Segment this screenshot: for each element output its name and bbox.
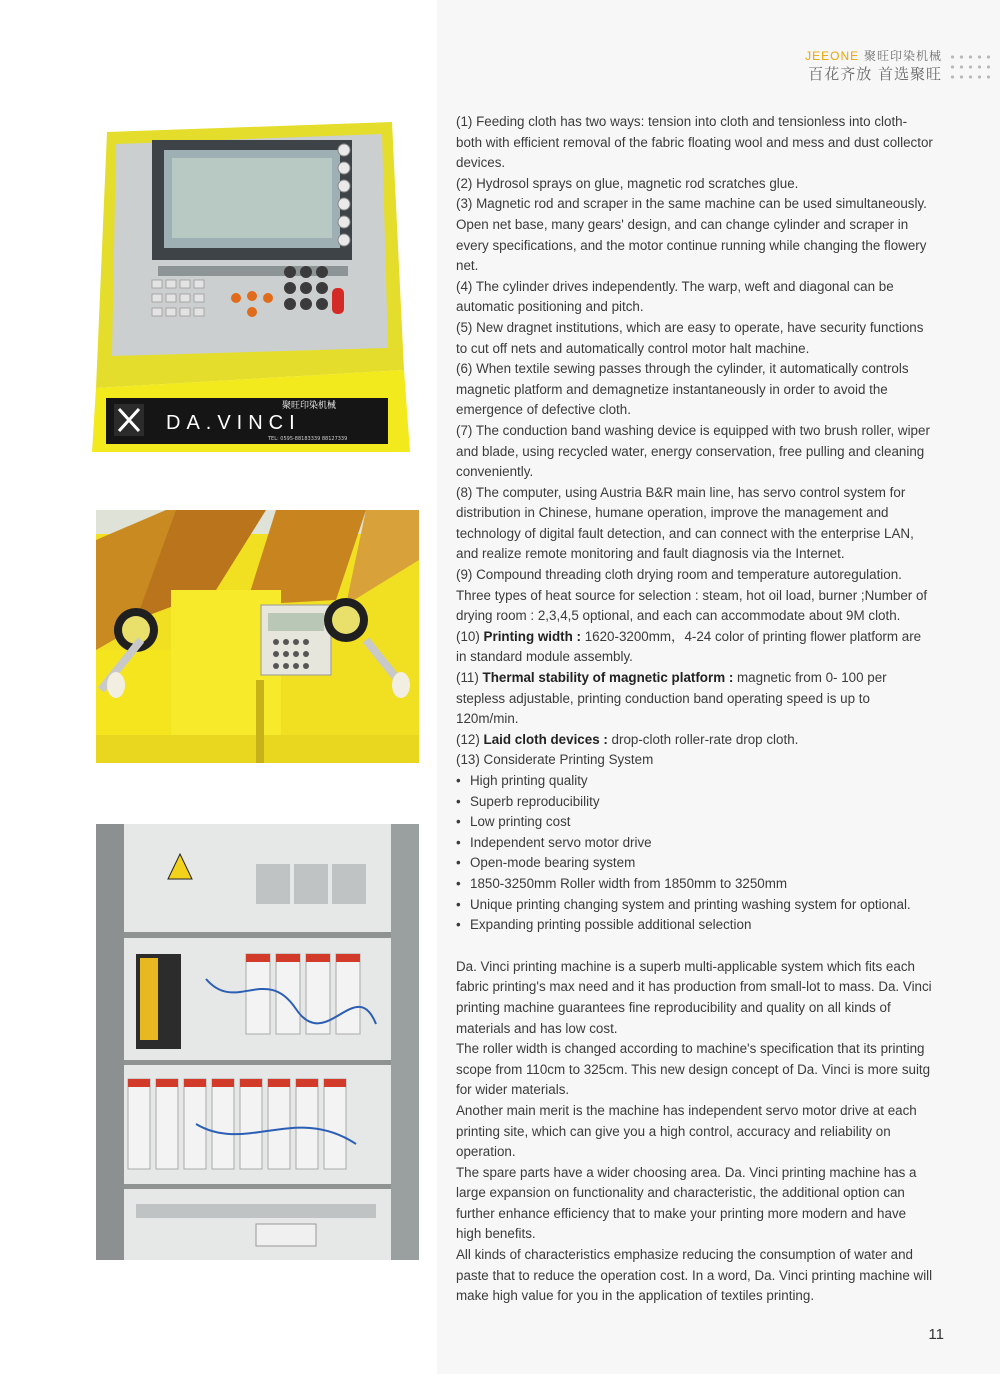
bullet-item: • Independent servo motor drive bbox=[456, 833, 933, 854]
electrical-cabinet-photo bbox=[96, 824, 419, 1260]
panel-logo-text: DA.VINCI bbox=[166, 412, 301, 434]
feature-item: (8) The computer, using Austria B&R main line, has servo control system for distribution in Chinese, humane operation, improve the management and technology of digital fault detection, and can connect with the enterprise LAN, and realize remote monitoring and fault diagnosis via the Internet. bbox=[456, 484, 914, 562]
page-number: 11 bbox=[928, 1326, 944, 1343]
bullet-item: • 1850-3250mm Roller width from 1850mm to 3250mm bbox=[456, 874, 933, 895]
feature-text: 1620-3200mm，4-24 color of printing flower platform are in standard module assembly. bbox=[456, 628, 922, 665]
feature-label: Printing width : bbox=[483, 628, 581, 644]
feature-item: (1) Feeding cloth has two ways: tension into cloth and tensionless into cloth-both with efficient removal of the fabric floating wool and mess and dust collector devices. bbox=[456, 114, 933, 171]
feature-item bbox=[456, 668, 933, 730]
body-paragraph: Another main merit is the machine has independent servo motor drive at each printing site, which can give you a high control, accuracy and reliability on operation. bbox=[456, 1102, 917, 1160]
slogan: 百花齐放 首选聚旺 bbox=[808, 65, 942, 83]
feature-prefix: (12) bbox=[456, 731, 484, 747]
feature-item: (2) Hydrosol sprays on glue, magnetic rod scratches glue. bbox=[456, 175, 799, 191]
body-paragraph: All kinds of characteristics emphasize reducing the consumption of water and paste that to reduce the operation cost. In a word, Da. Vinci printing machine will make high value for you in the application of textiles printing. bbox=[456, 1247, 933, 1304]
brand-english: JEEONE bbox=[805, 49, 860, 63]
feature-item: (13) Considerate Printing System bbox=[456, 752, 654, 768]
bullet-item: • Superb reproducibility bbox=[456, 792, 933, 813]
roller-machine-photo bbox=[96, 510, 419, 763]
brand bbox=[805, 50, 942, 62]
bullet-item: • Open-mode bearing system bbox=[456, 853, 933, 874]
feature-prefix: (11) bbox=[456, 670, 483, 686]
feature-item bbox=[456, 730, 933, 751]
feature-item: (6) When textile sewing passes through the cylinder, it automatically controls magnetic platform and demagnetize instantaneously in order to avoid the emergence of defective cloth. bbox=[456, 361, 909, 418]
page-header bbox=[805, 50, 942, 82]
body-paragraph: The roller width is changed according to machine's specification that its printing scope from 110cm to 325cm. This new design concept of Da. Vinci is more suitg for wider materials. bbox=[456, 1041, 931, 1098]
bullet-list bbox=[456, 771, 933, 936]
panel-small-text: TEL: 0595-88183339 88127339 bbox=[268, 436, 348, 442]
feature-text: drop-cloth roller-rate drop cloth. bbox=[607, 731, 799, 747]
feature-item: (3) Magnetic rod and scraper in the same machine can be used simultaneously. Open net base, many gears' design, and can change cylinder and scraper in every specifications, and the motor continue running while changing the flowery net. bbox=[456, 196, 927, 274]
feature-label: Laid cloth devices : bbox=[483, 731, 608, 747]
content-column bbox=[456, 112, 933, 1307]
section-gap bbox=[456, 936, 933, 957]
bullet-item: • High printing quality bbox=[456, 771, 933, 792]
feature-item: (7) The conduction band washing device is equipped with two brush roller, wiper and blade, using recycled water, energy conservation, free pulling and cleaning conveniently. bbox=[456, 422, 930, 480]
feature-item: (5) New dragnet institutions, which are easy to operate, have security functions to cut off nets and automatically control motor halt machine. bbox=[456, 319, 924, 356]
body-paragraph: Da. Vinci printing machine is a superb multi-applicable system which fits each fabric printing's max need and it has production from small-lot to mass. Da. Vinci printing machine guarantees fine reproducibility and quality on all kinds of materials and has low cost. bbox=[456, 958, 932, 1036]
feature-item: (4) The cylinder drives independently. The warp, weft and diagonal can be automatic positioning and pitch. bbox=[456, 278, 894, 315]
panel-cn-text: 聚旺印染机械 bbox=[282, 401, 337, 411]
bullet-item: • Expanding printing possible additional selection bbox=[456, 915, 933, 936]
feature-item: (9) Compound threading cloth drying room and temperature autoregulation. Three types of heat source for selection : steam, hot oil load, burner ;Number of drying room : 2,3,4,5 optional, and each can accommodate about 9M cloth. bbox=[456, 567, 928, 624]
feature-item bbox=[456, 627, 933, 668]
decorative-dots bbox=[948, 52, 992, 82]
control-panel-photo bbox=[92, 120, 417, 452]
feature-text: magnetic from 0- 100 per stepless adjustable, printing conduction band operating speed is up to 120m/min. bbox=[456, 670, 887, 727]
brand-chinese: 聚旺印染机械 bbox=[863, 49, 942, 63]
feature-prefix: (10) bbox=[456, 628, 484, 644]
feature-label: Thermal stability of magnetic platform : bbox=[482, 670, 734, 686]
bullet-item: • Low printing cost bbox=[456, 812, 933, 833]
bullet-item: • Unique printing changing system and printing washing system for optional. bbox=[456, 895, 933, 916]
body-paragraph: The spare parts have a wider choosing area. Da. Vinci printing machine has a large expansion on functionality and characteristic, the additional option can further enhance efficiency that to make your printing more modern and have high benefits. bbox=[456, 1164, 917, 1242]
